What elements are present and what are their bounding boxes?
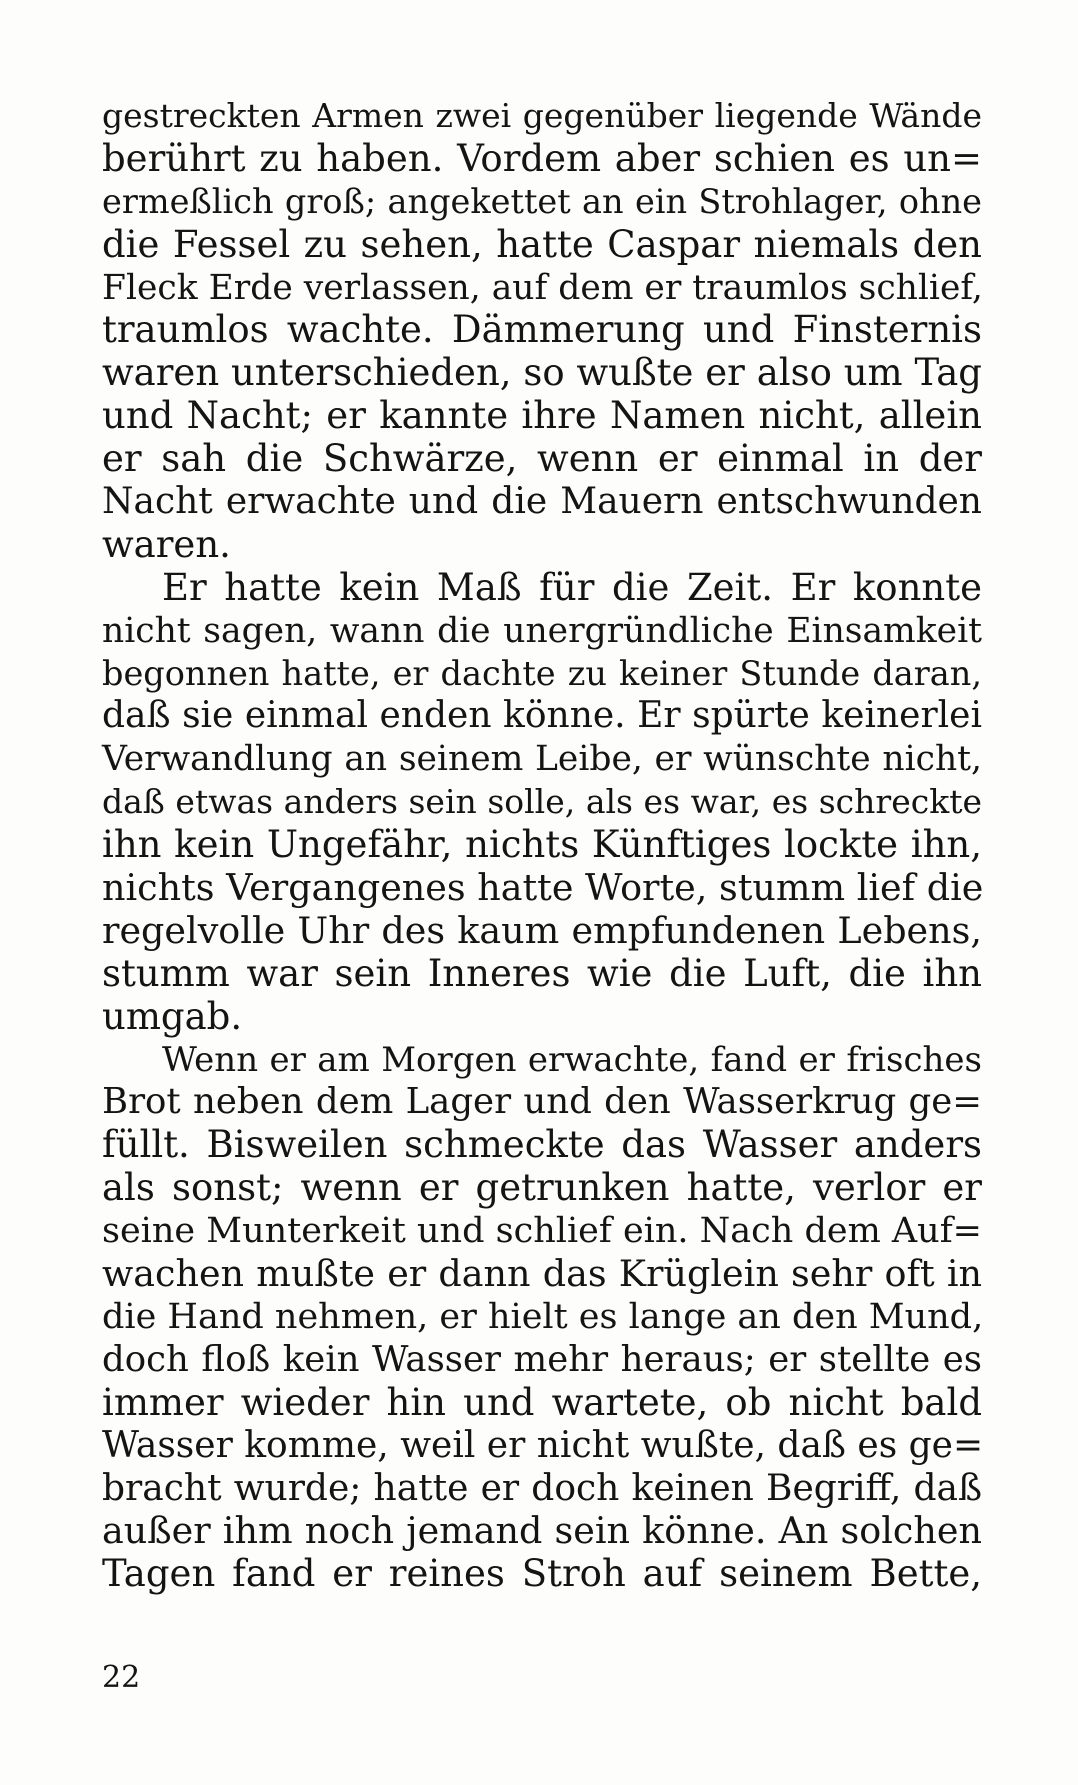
page-number: 22 [102,1660,141,1695]
text-line: nichts Vergangenes hatte Worte, stumm lief die [102,866,984,910]
text-line: daß sie einmal enden könne. Er spürte keinerlei [102,695,982,737]
text-line: umgab. [102,994,243,1038]
text-line: Wenn er am Morgen erwachte, fand er frisches [162,1039,982,1080]
text-line: traumlos wachte. Dämmerung und Finsternis [102,308,982,352]
text-line: Verwandlung an seinem Leibe, er wünschte nicht, [102,739,982,780]
text-line: begonnen hatte, er dachte zu keiner Stunde daran, [102,653,982,693]
text-line: Brot neben dem Lager und den Wasserkrug ge= [102,1081,982,1123]
text-line: daß etwas anders sein solle, als es war, es schreckte [102,782,982,822]
text-line: die Hand nehmen, er hielt es lange an den Mund, [102,1296,984,1337]
text-line: Nacht erwachte und die Mauern entschwunden [102,481,982,523]
text-line: er sah die Schwärze, wenn er einmal in der [102,437,982,481]
text-line: außer ihm noch jemand sein könne. An solchen [102,1509,982,1553]
text-line: doch floß kein Wasser mehr heraus; er stellte es [102,1338,982,1380]
text-line: wachen mußte er dann das Krüglein sehr oft in [102,1252,982,1296]
text-line: bracht wurde; hatte er doch keinen Begriff, daß [102,1467,982,1509]
text-line: ermeßlich groß; angekettet an ein Strohlager, ohne [102,181,982,221]
text-line: immer wieder hin und wartete, ob nicht bald [102,1380,982,1424]
text-line: und Nacht; er kannte ihre Namen nicht, allein [102,394,982,438]
text-line: als sonst; wenn er getrunken hatte, verlor er [102,1166,982,1210]
text-line: waren unterschieden, so wußte er also um Tag [102,351,982,395]
text-line: Fleck Erde verlassen, auf dem er traumlos schlief, [102,267,983,308]
text-line: Er hatte kein Maß für die Zeit. Er konnte [162,565,982,609]
text-line: stumm war sein Inneres wie die Luft, die ihn [102,951,982,995]
text-line: ihn kein Ungefähr, nichts Künftiges lockte ihn, [102,823,982,867]
text-line: Wasser komme, weil er nicht wußte, daß es ge= [102,1424,984,1466]
text-line: regelvolle Uhr des kaum empfundenen Lebens, [102,908,982,952]
text-line: füllt. Bisweilen schmeckte das Wasser anders [102,1123,982,1167]
text-line: die Fessel zu sehen, hatte Caspar niemals den [102,222,982,266]
text-line: seine Munterkeit und schlief ein. Nach dem Auf= [102,1211,982,1252]
text-line: waren. [102,522,231,566]
text-line: berührt zu haben. Vordem aber schien es un= [102,136,982,180]
body-text [102,95,982,1596]
text-line: Tagen fand er reines Stroh auf seinem Bette, [102,1552,982,1596]
text-line: nicht sagen, wann die unergründliche Einsamkeit [102,610,982,651]
text-line: gestreckten Armen zwei gegenüber liegende Wände [102,96,982,135]
